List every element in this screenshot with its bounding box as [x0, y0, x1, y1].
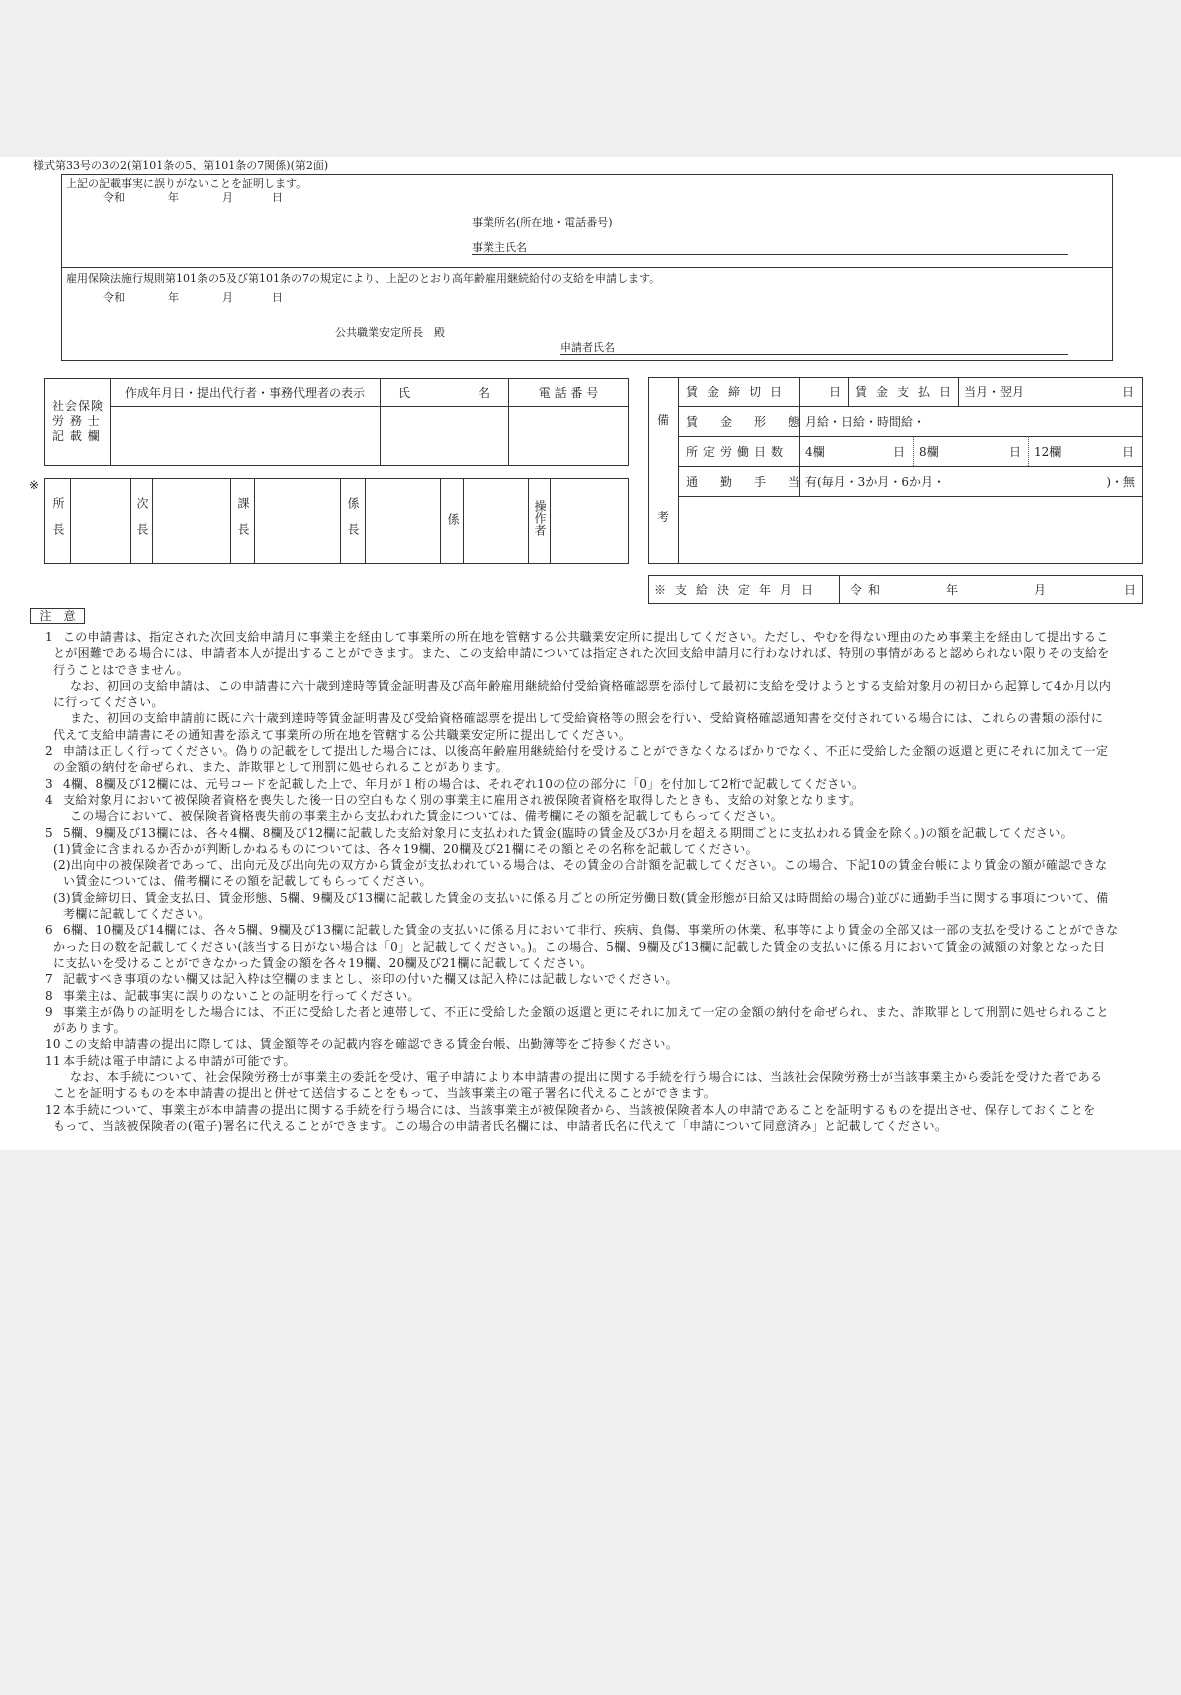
note-number: 2 — [45, 744, 53, 759]
stamp-label-subsection-chief: 係長 — [346, 497, 360, 549]
note-text: 事業主は、記載事実に誤りのないことの証明を行ってください。 — [63, 988, 420, 1003]
day-unit: 日 — [828, 385, 841, 399]
note-line — [0, 1004, 1181, 1020]
note-line — [0, 971, 1181, 987]
note-line — [0, 825, 1181, 841]
note-line: なお、本手続について、社会保険労務士が事業主の委託を受け、電子申請により本申請書の提出に関する手続を行う場合には、当該社会保険労務士が当該事業主から委託を受けた者である — [70, 1070, 1103, 1085]
note-line — [0, 1036, 1181, 1052]
wage-pay-options: 当月・翌月 — [964, 385, 1025, 399]
office-name-label: 事業所名(所在地・電話番号) — [472, 216, 613, 229]
col-name-header — [398, 378, 490, 406]
era-label: 令和 — [103, 291, 125, 304]
col-ref: 8欄 — [919, 444, 939, 459]
commute-options: 有(毎月・3か月・6か月・ — [805, 474, 945, 489]
stamp-label-staff: 係 — [446, 513, 460, 525]
prepared-field[interactable] — [111, 407, 379, 465]
note-text: 4欄、8欄及び12欄には、元号コードを記載した上で、年月が１桁の場合は、それぞれ10の位の部分に「0」を付加して2桁で記載してください。 — [63, 776, 865, 791]
remarks-free-field[interactable] — [679, 497, 1142, 563]
note-number: 1 — [45, 630, 53, 644]
note-line: なお、初回の支給申請は、この申請書に六十歳到達時等賃金証明書及び高年齢雇用継続給付受給資格確認票を添付して最初に支給を受けようとする支給対象月の初日から起算して4か月以内 — [70, 678, 1112, 693]
note-line: (1)賃金に含まれるか否かが判断しかねるものについては、各々19欄、20欄及び21欄にその額とその名称を記載してください。 — [53, 841, 758, 856]
note-text: 支給対象月において被保険者資格を喪失した後一日の空白もなく別の事業主に雇用され被保険者資格を取得したときも、支給の対象となります。 — [63, 792, 862, 807]
remarks-label-bottom: 考 — [657, 510, 670, 524]
note-number: 3 — [45, 776, 53, 791]
note-text: 記載すべき事項のない欄又は記入枠は空欄のままとし、※印の付いた欄又は記入枠には記載しないでください。 — [63, 972, 678, 987]
note-text: 本手続について、事業主が本申請書の提出に関する手続を行う場合には、当該事業主が被保険者から、当該被保険者本人の申請であることを証明するものを提出させ、保存しておくことを — [63, 1102, 1096, 1117]
note-text: 6欄、10欄及び14欄には、各々5欄、9欄及び13欄に記載した賃金の支払いに係る月において非行、疾病、負傷、事業所の休業、私事等により賃金の全部又は一部の支払を受けることができな — [63, 923, 1119, 938]
year-label: 年 — [168, 191, 179, 204]
year-label: 年 — [946, 583, 959, 597]
decision-date-label: ※支給決定年月日 — [654, 583, 823, 597]
label-line: 労 務 士 — [52, 414, 101, 428]
commute-none: )・無 — [1106, 474, 1135, 489]
decision-date-field — [846, 575, 1136, 604]
note-line: に支払いを受けることができなかった賃金の額を各々19欄、20欄及び21欄に記載してください。 — [53, 955, 593, 970]
note-number: 8 — [45, 988, 53, 1003]
note-text: 本手続は電子申請による申請が可能です。 — [63, 1053, 296, 1068]
sharoushi-label — [52, 399, 104, 444]
note-line — [0, 1102, 1181, 1118]
note-line — [0, 629, 1181, 645]
work-days-field-8[interactable] — [919, 436, 1021, 466]
stamp-label-deputy: 次長 — [135, 497, 149, 549]
wage-form-label: 賃金形態 — [686, 414, 823, 429]
era-label: 令和 — [103, 191, 125, 204]
year-label: 年 — [168, 291, 179, 304]
note-line: この場合において、被保険者資格喪失前の事業主から支払われた賃金については、備考欄にその額を記載してもらってください。 — [70, 809, 783, 824]
note-line: とが困難である場合には、申請者本人が提出することができます。また、この支給申請については指定された次回支給申請月に行わなければ、特別の事情があると認められない限りその支給を — [53, 646, 1110, 661]
addressee: 公共職業安定所長 殿 — [335, 326, 445, 339]
note-line: 行うことはできません。 — [53, 662, 190, 677]
employer-name-field[interactable] — [472, 241, 1068, 255]
work-days-field-12[interactable] — [1034, 436, 1134, 466]
wage-closing-field[interactable] — [799, 377, 841, 406]
note-number: 6 — [45, 923, 53, 938]
note-line — [0, 1053, 1181, 1069]
day-unit: 日 — [1121, 444, 1134, 459]
col-ref: 12欄 — [1034, 444, 1062, 459]
day-label: 日 — [272, 291, 283, 304]
day-unit: 日 — [1008, 444, 1021, 459]
name-field[interactable] — [381, 407, 507, 465]
stamp-label-operator: 操作者 — [533, 500, 547, 536]
note-line: また、初回の支給申請前に既に六十歳到達時等賃金証明書及び受給資格確認票を提出して受給資格等の照会を行い、受給資格確認通知書を交付されている場合には、これらの書類の添付に — [70, 711, 1104, 726]
note-line — [0, 922, 1181, 938]
note-line: (2)出向中の被保険者であって、出向元及び出向先の双方から賃金が支払われている場合は、その賃金の合計額を記載してください。この場合、下記10の賃金台帳により賃金の額が確認できな — [53, 858, 1108, 873]
note-line: の金額の納付を命ぜられ、また、詐欺罪として刑罰に処せられることがあります。 — [53, 760, 508, 775]
note-line: い賃金については、備考欄にその額を記載してもらってください。 — [63, 874, 432, 889]
wage-pay-label: 賃金支払日 — [855, 385, 961, 399]
work-days-label: 所定労働日数 — [686, 444, 789, 459]
form-id: 様式第33号の3の2(第101条の5、第101条の7関係)(第2面) — [33, 159, 329, 172]
applicant-name-field[interactable] — [560, 341, 1068, 355]
note-number: 11 — [45, 1053, 61, 1068]
commute-label: 通勤手当 — [686, 474, 823, 489]
note-line — [0, 792, 1181, 808]
employer-name-label: 事業主氏名 — [472, 241, 527, 254]
note-line: 代えて支給申請書にその通知書を添えて事業所の所在地を管轄する公共職業安定所に提出してください。 — [53, 727, 632, 742]
col-phone-header: 電 話 番 号 — [538, 385, 599, 400]
phone-field[interactable] — [509, 407, 628, 465]
label-line: 社会保険 — [52, 399, 105, 413]
note-number: 5 — [45, 825, 53, 840]
note-line: かった日の数を記載してください(該当する日がない場合は「0」と記載してください。)。この場合、5欄、9欄及び13欄に記載した賃金の支払いに係る月において賃金の減額の対象となった日 — [53, 939, 1106, 954]
note-line — [0, 776, 1181, 792]
applicant-name-label: 申請者氏名 — [560, 341, 615, 354]
name-char: 名 — [477, 385, 490, 400]
divider — [61, 267, 1113, 268]
work-days-field-4[interactable] — [805, 436, 905, 466]
note-line — [0, 988, 1181, 1004]
note-text: 5欄、9欄及び13欄には、各々4欄、8欄及び12欄に記載した支給対象月に支払われた賃金(臨時の賃金及び3か月を超える期間ごとに支払われる賃金を除く。)の額を記載してください。 — [63, 825, 1073, 840]
notes-title: 注 意 — [30, 608, 85, 624]
note-number: 9 — [45, 1004, 53, 1019]
note-line: があります。 — [53, 1021, 126, 1036]
note-line: に行ってください。 — [53, 695, 164, 710]
stamp-label-section-chief: 課長 — [236, 497, 250, 549]
commute-field[interactable] — [805, 466, 1135, 496]
month-label: 月 — [222, 191, 233, 204]
note-number: 7 — [45, 972, 53, 987]
era-label: 令和 — [850, 583, 887, 597]
wage-pay-field[interactable] — [964, 377, 1134, 406]
note-number: 4 — [45, 792, 53, 807]
col-prepared-header: 作成年月日・提出代行者・事務代理者の表示 — [124, 385, 365, 400]
col-ref: 4欄 — [805, 444, 825, 459]
month-label: 月 — [222, 291, 233, 304]
note-text: 事業主が偽りの証明をした場合には、不正に受給した者と連帯して、不正に受給した金額の返還と更にそれに加えて一定の金額の納付を命ぜられ、また、詐欺罪として刑罰に処せられること — [63, 1004, 1109, 1019]
application-statement: 雇用保険法施行規則第101条の5及び第101条の7の規定により、上記のとおり高年齢雇用継続給付の支給を申請します。 — [66, 272, 661, 285]
label-line: 記 載 欄 — [52, 429, 101, 443]
note-line: もって、当該被保険者の(電子)署名に代えることができます。この場合の申請者氏名欄には、申請者氏名に代えて「申請について同意済み」と記載してください。 — [53, 1118, 948, 1133]
day-unit: 日 — [1121, 385, 1134, 399]
month-label: 月 — [1034, 583, 1047, 597]
note-line: 考欄に記載してください。 — [63, 907, 211, 922]
note-text: この支給申請書の提出に際しては、賃金額等その記載内容を確認できる賃金台帳、出勤簿等をご持参ください。 — [63, 1037, 679, 1052]
day-label: 日 — [272, 191, 283, 204]
certification-statement: 上記の記載事実に誤りがないことを証明します。 — [66, 177, 308, 190]
office-use-mark: ※ — [29, 478, 40, 492]
note-text: この申請書は、指定された次回支給申請月に事業主を経由して事業所の所在地を管轄する公共職業安定所に提出してください。ただし、やむを得ない理由のため事業主を経由して提出するこ — [63, 630, 1109, 644]
notes-list — [0, 629, 1181, 1134]
remarks-label-top: 備 — [657, 413, 670, 427]
wage-form-field[interactable]: 月給・日給・時間給・ — [805, 414, 926, 429]
day-label: 日 — [1124, 583, 1137, 597]
note-text: 申請は正しく行ってください。偽りの記載をして提出した場合には、以後高年齢雇用継続給付を受けることができなくなるばかりでなく、不正に受給した金額の返還と更にそれに加えて一定 — [63, 744, 1109, 759]
note-line — [0, 743, 1181, 759]
name-char: 氏 — [398, 385, 411, 400]
stamp-label-director: 所長 — [51, 497, 65, 549]
day-unit: 日 — [892, 444, 905, 459]
note-number: 10 — [45, 1037, 61, 1052]
note-line: ことを証明するものを本申請書の提出と併せて送信することをもって、当該事業主の電子署名に代えることができます。 — [53, 1086, 717, 1101]
wage-closing-label: 賃金締切日 — [686, 385, 792, 399]
note-line: (3)賃金締切日、賃金支払日、賃金形態、5欄、9欄及び13欄に記載した賃金の支払いに係る月ごとの所定労働日数(賃金形態が日給又は時間給の場合)並びに通勤手当に関する事項について、備 — [53, 890, 1109, 905]
note-number: 12 — [45, 1102, 61, 1117]
